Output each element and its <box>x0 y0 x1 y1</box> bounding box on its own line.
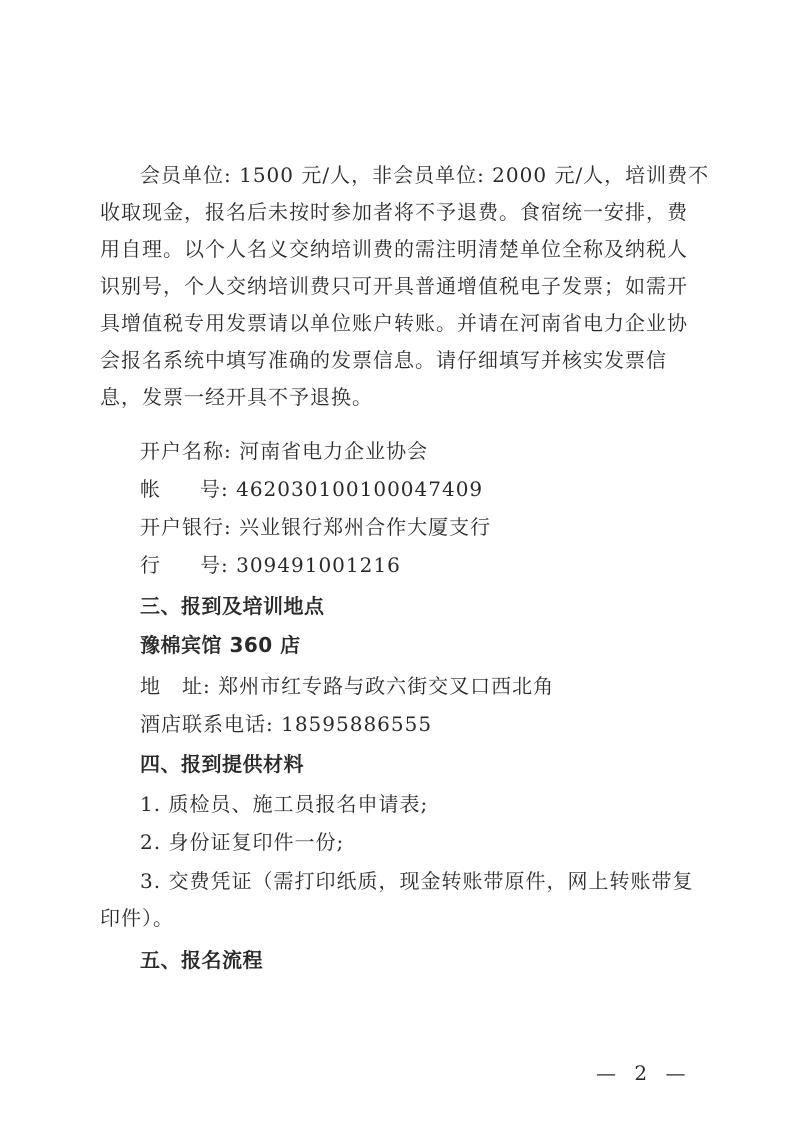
fee-line-4: 识别号，个人交纳培训费只可开具普通增值税电子发票；如需开 <box>100 274 688 298</box>
address-value: 郑州市红专路与政六街交叉口西北角 <box>218 674 555 698</box>
fee-line-5: 具增值税专用发票请以单位账户转账。并请在河南省电力企业协 <box>100 311 688 335</box>
bank-value: 兴业银行郑州合作大厦支行 <box>239 515 492 539</box>
material-item-1: 1. 质检员、施工员报名申请表; <box>140 792 429 816</box>
account-number-label-part1: 帐 <box>140 477 161 501</box>
bank-number-value: 309491001216 <box>236 553 401 577</box>
bank-number-row <box>140 550 401 580</box>
account-number-value: 462030100100047409 <box>236 477 484 501</box>
address-label-part2: 址: <box>182 674 211 698</box>
address-row <box>140 671 554 701</box>
bank-label: 开户银行: <box>140 515 232 539</box>
account-name-row <box>140 436 428 466</box>
material-item-3-continued: 印件）。 <box>100 906 174 930</box>
fee-line-2: 收取现金，报名后未按时参加者将不予退费。食宿统一安排，费 <box>100 200 688 224</box>
bank-row <box>140 512 491 542</box>
account-number-label-part2: 号: <box>200 477 229 501</box>
section-3-heading: 三、报到及培训地点 <box>140 594 325 618</box>
bank-number-label-part2: 号: <box>200 553 229 577</box>
account-name-label: 开户名称: <box>140 439 232 463</box>
material-item-3: 3. 交费凭证（需打印纸质，现金转账带原件，网上转账带复 <box>140 869 694 893</box>
fee-line-1: 会员单位: 1500 元/人，非会员单位: 2000 元/人，培训费不 <box>140 163 710 187</box>
hotel-name: 豫棉宾馆 360 店 <box>140 633 301 657</box>
fee-line-7: 息，发票一经开具不予退换。 <box>100 385 373 409</box>
section-4-heading: 四、报到提供材料 <box>140 752 304 776</box>
page-number: — 2 — <box>596 1061 692 1085</box>
phone-value: 18595886555 <box>281 712 433 736</box>
account-name-value: 河南省电力企业协会 <box>239 439 429 463</box>
fee-line-3: 用自理。以个人名义交纳培训费的需注明清楚单位全称及纳税人 <box>100 237 688 261</box>
section-5-heading: 五、报名流程 <box>140 948 263 972</box>
phone-label: 酒店联系电话: <box>140 712 274 736</box>
address-label-part1: 地 <box>140 674 161 698</box>
phone-row <box>140 709 432 739</box>
fee-line-6: 会报名系统中填写准确的发票信息。请仔细填写并核实发票信 <box>100 348 667 372</box>
material-item-2: 2. 身份证复印件一份; <box>140 830 345 854</box>
account-number-row <box>140 474 483 504</box>
bank-number-label-part1: 行 <box>140 553 161 577</box>
